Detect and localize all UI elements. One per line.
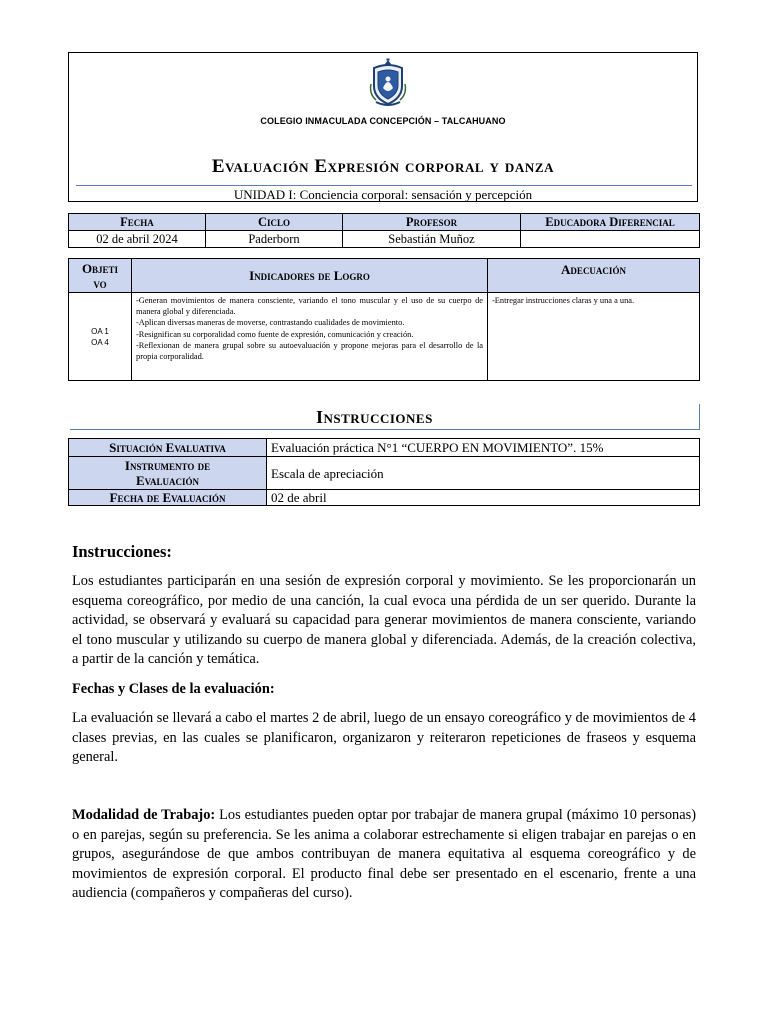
header-ciclo: Ciclo bbox=[206, 214, 343, 231]
value-ciclo: Paderborn bbox=[206, 231, 343, 248]
header-objetivo-line2: vo bbox=[93, 275, 107, 291]
header-objetivo-line1: Objeti bbox=[81, 260, 119, 276]
value-fecha-evaluacion: 02 de abril bbox=[267, 490, 700, 506]
objective-oa1: OA 1 bbox=[91, 326, 109, 336]
instructions-subtitle: Instrucciones: bbox=[72, 542, 172, 561]
value-instrumento: Escala de apreciación bbox=[267, 457, 700, 490]
header-fecha: Fecha bbox=[69, 214, 206, 231]
label-instrumento bbox=[69, 457, 267, 490]
school-name: COLEGIO INMACULADA CONCEPCIÓN – TALCAHUANO bbox=[260, 116, 506, 126]
indicator-item: -Generan movimientos de manera consciente, variando el tono muscular y el uso de su cuerpo de manera global y diferenciada. bbox=[136, 296, 483, 317]
school-crest-icon bbox=[368, 58, 408, 110]
objectives-cell bbox=[69, 293, 132, 381]
label-fecha-evaluacion: Fecha de Evaluación bbox=[69, 490, 267, 506]
instructions-heading: Instrucciones bbox=[316, 407, 433, 427]
value-fecha: 02 de abril 2024 bbox=[69, 231, 206, 248]
info-table bbox=[68, 213, 700, 248]
instructions-paragraph: Los estudiantes participarán en una sesión de expresión corporal y movimiento. Se les proporcionarán un esquema coreográfico, por medio de una canción, la cual evoca una pérdida de un ser querido. Durante la actividad, se observará y evaluará su capacidad para generar movimientos de manera consciente, variando el tono muscular y utilizando su cuerpo de manera global y diferenciada. Además, de la creación colectiva, a partir de la canción y temática. bbox=[72, 573, 696, 668]
objective-oa4: OA 4 bbox=[91, 337, 109, 347]
header-objetivo bbox=[69, 259, 132, 293]
modality-paragraph bbox=[72, 806, 696, 904]
title-divider bbox=[76, 185, 692, 186]
header-adecuacion: Adecuación bbox=[488, 259, 700, 293]
label-instrumento-line2: Evaluación bbox=[135, 473, 199, 488]
dates-paragraph: La evaluación se llevará a cabo el martes 2 de abril, luego de un ensayo coreográfico y de movimientos de 4 clases previas, en las cuales se planificaron, organizaron y reiteraron repeticiones de fraseos y esquema general. bbox=[72, 710, 696, 766]
evaluation-table bbox=[68, 438, 700, 506]
indicator-item: -Reflexionan de manera grupal sobre su autoevaluación y propone mejoras para el desarrollo de la propia corporalidad. bbox=[136, 340, 483, 362]
modality-label: Modalidad de Trabajo: bbox=[72, 807, 216, 823]
label-situacion: Situación Evaluativa bbox=[69, 439, 267, 457]
objectives-table bbox=[68, 258, 700, 381]
value-educadora bbox=[521, 231, 700, 248]
value-situacion: Evaluación práctica N°1 “CUERPO EN MOVIMIENTO”. 15% bbox=[267, 439, 700, 457]
header-educadora: Educadora Diferencial bbox=[521, 214, 700, 231]
instructions-divider-tick bbox=[699, 404, 700, 430]
indicator-item: -Resignifican su corporalidad como fuente de expresión, comunicación y creación. bbox=[136, 329, 414, 339]
modality-text: Los estudiantes pueden optar por trabajar de manera grupal (máximo 10 personas) o en parejas, según su preferencia. Se les anima a colaborar estrechamente si eligen trabajar en parejas o en grupos, asegurándose de que ambos contribuyan de manera equitativa al esquema coreográfico y de movimientos de expresión corporal. El producto final debe ser presentado en el escenario, frente a una audiencia (compañeros y compañeras del curso). bbox=[72, 807, 696, 902]
value-profesor: Sebastián Muñoz bbox=[343, 231, 521, 248]
dates-heading: Fechas y Clases de la evaluación: bbox=[72, 681, 275, 697]
indicators-cell bbox=[132, 293, 488, 381]
indicator-item: -Aplican diversas maneras de moverse, contrastando cualidades de movimiento. bbox=[136, 318, 405, 328]
adaptation-cell: -Entregar instrucciones claras y una a una. bbox=[488, 293, 700, 381]
header-indicadores: Indicadores de Logro bbox=[132, 259, 488, 293]
label-instrumento-line1: Instrumento de bbox=[124, 458, 211, 473]
instructions-divider bbox=[70, 429, 700, 430]
unit-subtitle: UNIDAD I: Conciencia corporal: sensación y percepción bbox=[233, 187, 533, 202]
evaluation-title: Evaluación Expresión corporal y danza bbox=[211, 156, 555, 177]
header-profesor: Profesor bbox=[343, 214, 521, 231]
